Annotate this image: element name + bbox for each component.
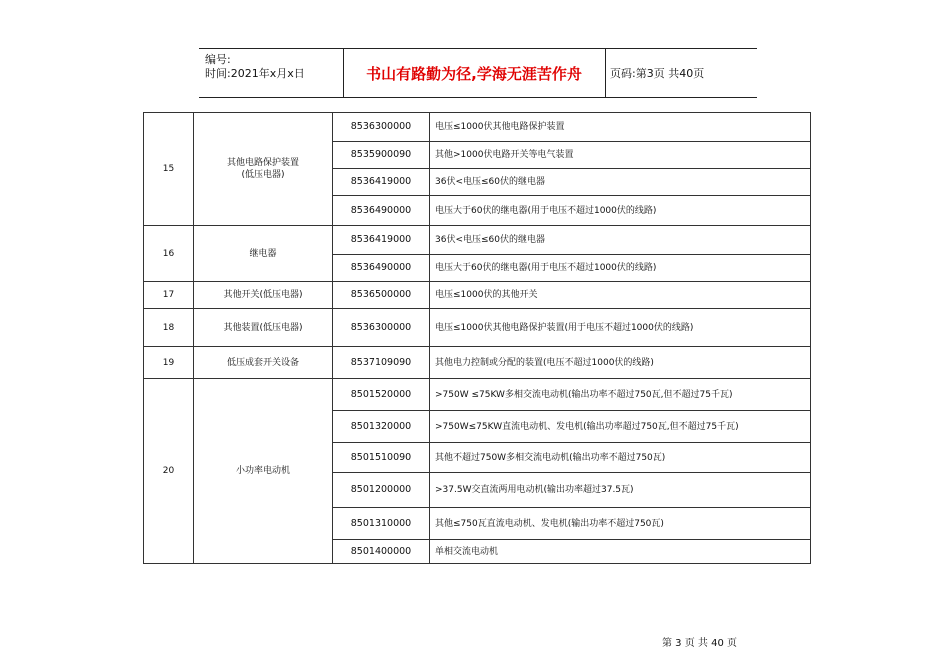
item-description: 其他>1000伏电路开关等电气装置 (430, 142, 811, 169)
table-row (144, 226, 811, 255)
item-code: 8536419000 (333, 226, 430, 255)
document-number-label: 编号: (205, 53, 231, 66)
header-motto: 书山有路勤为径,学海无涯苦作舟 (366, 64, 582, 83)
item-code: 8501520000 (333, 379, 430, 411)
group-name (194, 113, 333, 226)
item-description: 电压大于60伏的继电器(用于电压不超过1000伏的线路) (430, 196, 811, 226)
item-code: 8536300000 (333, 113, 430, 142)
item-description: 36伏<电压≤60伏的继电器 (430, 226, 811, 255)
item-description: 其他电力控制或分配的装置(电压不超过1000伏的线路) (430, 347, 811, 379)
item-description: >750W ≤75KW多相交流电动机(输出功率不超过750瓦,但不超过75千瓦) (430, 379, 811, 411)
item-code: 8536300000 (333, 309, 430, 347)
page-header (199, 48, 757, 98)
table-row (144, 379, 811, 411)
group-name (194, 309, 333, 347)
item-description: 36伏<电压≤60伏的继电器 (430, 169, 811, 196)
item-code: 8535900090 (333, 142, 430, 169)
group-name (194, 347, 333, 379)
item-description: 其他≤750瓦直流电动机、发电机(输出功率不超过750瓦) (430, 508, 811, 540)
group-index: 17 (144, 282, 194, 309)
page-footer: 第 3 页 共 40 页 (662, 638, 737, 649)
table-row (144, 113, 811, 142)
item-code: 8536490000 (333, 196, 430, 226)
item-code: 8536419000 (333, 169, 430, 196)
item-description: 单相交流电动机 (430, 540, 811, 564)
group-name-line: 其他装置(低压电器) (223, 322, 303, 333)
item-description: >37.5W交直流两用电动机(输出功率超过37.5瓦) (430, 473, 811, 508)
item-description: 电压≤1000伏的其他开关 (430, 282, 811, 309)
group-index: 15 (144, 113, 194, 226)
header-divider-right (605, 48, 606, 98)
item-code: 8501320000 (333, 411, 430, 443)
item-code: 8537109090 (333, 347, 430, 379)
group-name-line: 继电器 (249, 248, 277, 259)
item-code: 8536500000 (333, 282, 430, 309)
table-row (144, 347, 811, 379)
item-code: 8501310000 (333, 508, 430, 540)
item-description: 电压大于60伏的继电器(用于电压不超过1000伏的线路) (430, 255, 811, 282)
table-row (144, 309, 811, 347)
item-description: 其他不超过750W多相交流电动机(输出功率不超过750瓦) (430, 443, 811, 473)
group-name-line: 其他电路保护装置 (226, 158, 299, 168)
group-name-line: 其他开关(低压电器) (223, 290, 303, 300)
group-name-line: (低压电器) (241, 170, 285, 180)
item-description: 电压≤1000伏其他电路保护装置 (430, 113, 811, 142)
item-code: 8501510090 (333, 443, 430, 473)
group-name-line: 低压成套开关设备 (226, 357, 299, 368)
group-index: 20 (144, 379, 194, 564)
header-page-info: 页码:第3页 共40页 (610, 67, 705, 80)
document-time-label: 时间:2021年x月x日 (205, 67, 305, 80)
group-index: 19 (144, 347, 194, 379)
item-code: 8501200000 (333, 473, 430, 508)
item-code: 8501400000 (333, 540, 430, 564)
item-description: >750W≤75KW直流电动机、发电机(输出功率超过750瓦,但不超过75千瓦) (430, 411, 811, 443)
group-name (194, 282, 333, 309)
table-row (144, 282, 811, 309)
group-name (194, 379, 333, 564)
product-code-table (143, 112, 811, 564)
item-code: 8536490000 (333, 255, 430, 282)
group-index: 16 (144, 226, 194, 282)
group-name (194, 226, 333, 282)
group-name-line: 小功率电动机 (235, 466, 290, 476)
group-index: 18 (144, 309, 194, 347)
item-description: 电压≤1000伏其他电路保护装置(用于电压不超过1000伏的线路) (430, 309, 811, 347)
